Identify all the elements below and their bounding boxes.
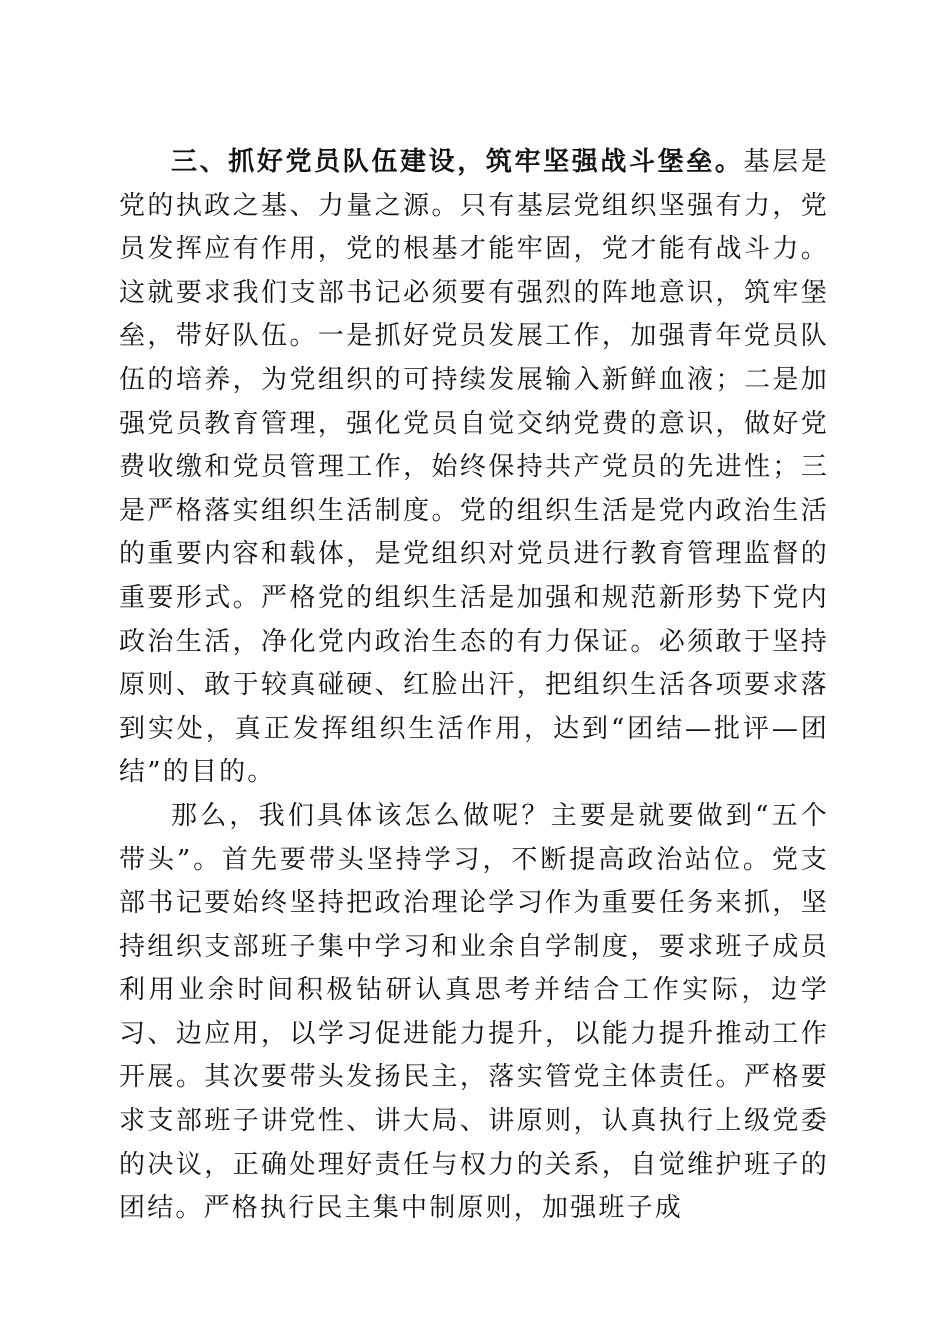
paragraph-2-text: 那么，我们具体该怎么做呢？主要是就要做到“五个带头”。首先要带头坚持学习，不断提高政治站位。党支部书记要始终坚持把政治理论学习作为重要任务来抓，坚持组织支部班子集中学习和业余自学制度，要求班子成员利用业余时间积极钻研认真思考并结合工作实际，边学习、边应用，以学习促进能力提升，以能力提升推动工作开展。其次要带头发扬民主，落实管党主体责任。严格要求支部班子讲党性、讲大局、讲原则，认真执行上级党委的决议，正确处理好责任与权力的关系，自觉维护班子的团结。严格执行民主集中制原则，加强班子成 bbox=[119, 800, 829, 1224]
paragraph-2 bbox=[119, 795, 829, 1231]
paragraph-1 bbox=[119, 141, 829, 795]
document-body bbox=[119, 141, 829, 1231]
paragraph-1-text: 基层是党的执政之基、力量之源。只有基层党组织坚强有力，党员发挥应有作用，党的根基才能牢固，党才能有战斗力。这就要求我们支部书记必须要有强烈的阵地意识，筑牢堡垒，带好队伍。一是抓好党员发展工作，加强青年党员队伍的培养，为党组织的可持续发展输入新鲜血液；二是加强党员教育管理，强化党员自觉交纳党费的意识，做好党费收缴和党员管理工作，始终保持共产党员的先进性；三是严格落实组织生活制度。党的组织生活是党内政治生活的重要内容和载体，是党组织对党员进行教育管理监督的重要形式。严格党的组织生活是加强和规范新形势下党内政治生活，净化党内政治生态的有力保证。必须敢于坚持原则、敢于较真碰硬、红脸出汗，把组织生活各项要求落到实处，真正发挥组织生活作用，达到“团结—批评—团结”的目的。 bbox=[119, 147, 829, 788]
section-heading: 三、抓好党员队伍建设，筑牢坚强战斗堡垒。 bbox=[171, 147, 744, 177]
